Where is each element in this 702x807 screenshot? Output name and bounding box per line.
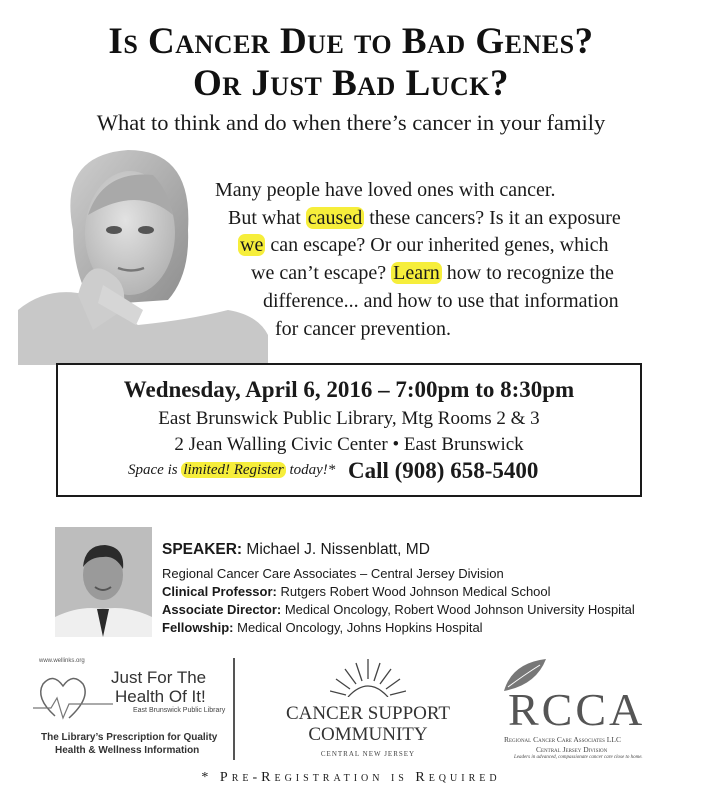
csc-line-1: CANCER SUPPORT — [285, 703, 451, 724]
intro-text: how to recognize the — [441, 262, 614, 284]
intro-text: these cancers? Is it an exposure — [364, 207, 621, 229]
rcca-logo — [486, 655, 686, 767]
logo-tagline-1: The Library’s Prescription for Quality — [41, 732, 218, 743]
sunrise-icon — [330, 657, 406, 697]
speaker-name: Michael J. Nissenblatt, MD — [246, 541, 430, 558]
speaker-label: SPEAKER: — [162, 541, 243, 558]
intro-text: can escape? Or our inherited genes, which — [265, 234, 609, 256]
highlight-we: we — [240, 234, 264, 256]
space-text: Space is — [128, 462, 182, 478]
logo-title-1: Just For The — [111, 668, 207, 687]
logo-library: East Brunswick Public Library — [133, 707, 226, 714]
intro-line-4 — [251, 260, 614, 287]
speaker-org: Regional Cancer Care Associates – Central Jersey Division — [162, 566, 504, 581]
rcca-full-name: Regional Cancer Care Associates LLC — [504, 735, 621, 744]
speaker-photo — [55, 527, 152, 637]
logo-url: www.wellinks.org — [39, 658, 85, 664]
intro-line-1: Many people have loved ones with cancer. — [215, 179, 556, 201]
event-info-box — [56, 363, 642, 497]
space-text: today!* — [285, 462, 336, 478]
csc-line-3: CENTRAL NEW JERSEY — [320, 750, 416, 758]
highlight-register: limited! Register — [183, 462, 284, 478]
intro-line-5: difference... and how to use that information — [263, 290, 619, 312]
event-date-time: Wednesday, April 6, 2016 – 7:00pm to 8:30pm — [123, 377, 575, 402]
speaker-heading — [162, 541, 430, 559]
rcca-tagline: Leaders in advanced, compassionate cancer care close to home. — [514, 755, 643, 760]
speaker-associate — [162, 602, 635, 617]
space-limited-note — [128, 462, 335, 479]
intro-line-6: for cancer prevention. — [275, 318, 452, 340]
highlight-caused: caused — [307, 207, 363, 229]
intro-text: we can’t escape? — [251, 262, 392, 284]
speaker-clinical — [162, 584, 551, 599]
logo-title-2: Health Of It! — [115, 687, 206, 706]
associate-label: Associate Director: — [162, 602, 282, 617]
subtitle: What to think and do when there’s cancer in your family — [96, 110, 606, 135]
clinical-value: Rutgers Robert Wood Johnson Medical School — [280, 584, 551, 599]
rcca-name: RCCA — [508, 684, 646, 735]
event-address: 2 Jean Walling Civic Center • East Brunswick — [174, 434, 524, 455]
pre-registration-note: * Pre-Registration is Required — [201, 770, 501, 785]
title-line-1: Is Cancer Due to Bad Genes? — [108, 21, 594, 62]
rcca-division: Central Jersey Division — [536, 745, 608, 754]
intro-text: But what — [228, 207, 306, 229]
speaker-fellowship — [162, 620, 483, 635]
cancer-support-community-logo — [268, 657, 468, 765]
intro-line-2 — [228, 205, 621, 232]
title-line-2: Or Just Bad Luck? — [192, 63, 510, 104]
event-location: East Brunswick Public Library, Mtg Rooms 2 & 3 — [158, 408, 540, 429]
clinical-label: Clinical Professor: — [162, 584, 277, 599]
phone-number[interactable]: Call (908) 658-5400 — [348, 458, 539, 483]
fellowship-value: Medical Oncology, Johns Hopkins Hospital — [237, 620, 483, 635]
intro-line-3 — [238, 232, 609, 259]
highlight-learn: Learn — [393, 262, 440, 284]
csc-line-2: COMMUNITY — [308, 724, 428, 745]
woman-portrait-image — [18, 135, 268, 365]
fellowship-label: Fellowship: — [162, 620, 234, 635]
heart-heartbeat-icon — [33, 668, 113, 730]
associate-value: Medical Oncology, Robert Wood Johnson University Hospital — [284, 602, 635, 617]
just-for-the-health-logo — [33, 658, 235, 760]
logo-tagline-2: Health & Wellness Information — [55, 745, 200, 756]
